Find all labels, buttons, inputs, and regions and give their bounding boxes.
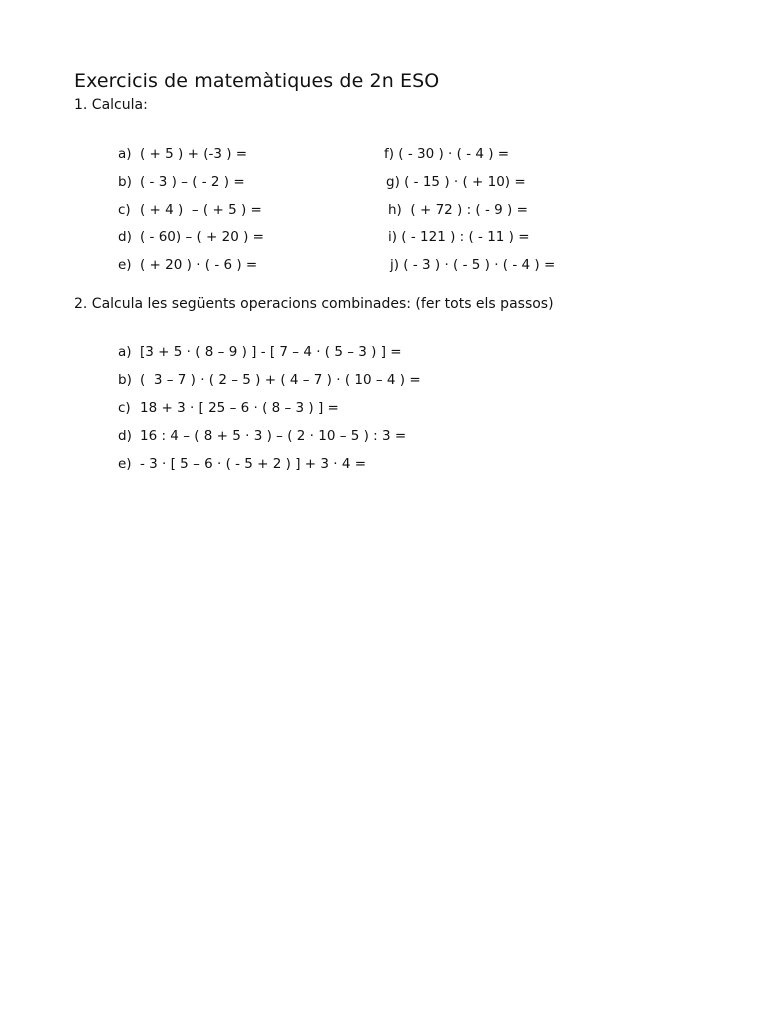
- exercise-2a: [118, 344, 402, 360]
- exercise-2b: [118, 372, 421, 388]
- exercise-2d: [118, 428, 406, 444]
- exercise-letter: d): [118, 428, 132, 444]
- exercise-1j: j) ( - 3 ) · ( - 5 ) · ( - 4 ) =: [390, 257, 556, 273]
- exercise-1i: i) ( - 121 ) : ( - 11 ) =: [388, 229, 530, 245]
- exercise-expression: - 3 · [ 5 – 6 · ( - 5 + 2 ) ] + 3 · 4 =: [140, 456, 367, 472]
- exercise-1f: f) ( - 30 ) · ( - 4 ) =: [384, 146, 510, 162]
- exercise-1h: h) ( + 72 ) : ( - 9 ) =: [388, 202, 528, 218]
- section-2-heading: 2. Calcula les següents operacions combinades: (fer tots els passos): [74, 296, 554, 312]
- exercise-expression: 16 : 4 – ( 8 + 5 · 3 ) – ( 2 · 10 – 5 ) : 3 =: [140, 428, 407, 444]
- exercise-1g: g) ( - 15 ) · ( + 10) =: [386, 174, 526, 190]
- exercise-1b: [118, 174, 245, 190]
- exercise-1d: [118, 229, 264, 245]
- exercise-1a: [118, 146, 247, 162]
- page-title: Exercicis de matemàtiques de 2n ESO: [74, 70, 440, 92]
- exercise-expression: 18 + 3 · [ 25 – 6 · ( 8 – 3 ) ] =: [140, 400, 339, 416]
- exercise-letter: a): [118, 344, 132, 360]
- exercise-expression: ( - 3 ) – ( - 2 ) =: [140, 174, 245, 190]
- section-1-heading: 1. Calcula:: [74, 97, 148, 113]
- exercise-letter: e): [118, 257, 132, 273]
- exercise-expression: ( - 60) – ( + 20 ) =: [140, 229, 264, 245]
- exercise-expression: ( + 5 ) + (-3 ) =: [140, 146, 248, 162]
- exercise-letter: e): [118, 456, 132, 472]
- exercise-expression: ( + 4 ) – ( + 5 ) =: [140, 202, 262, 218]
- exercise-letter: b): [118, 372, 132, 388]
- exercise-letter: c): [118, 400, 131, 416]
- exercise-letter: c): [118, 202, 131, 218]
- exercise-2e: [118, 456, 366, 472]
- exercise-1e: [118, 257, 257, 273]
- exercise-expression: [3 + 5 · ( 8 – 9 ) ] - [ 7 – 4 · ( 5 – 3 ) ] =: [140, 344, 402, 360]
- exercise-2c: [118, 400, 339, 416]
- exercise-letter: d): [118, 229, 132, 245]
- exercise-1c: [118, 202, 262, 218]
- exercise-letter: b): [118, 174, 132, 190]
- exercise-letter: a): [118, 146, 132, 162]
- exercise-expression: ( + 20 ) · ( - 6 ) =: [140, 257, 258, 273]
- exercise-expression: ( 3 – 7 ) · ( 2 – 5 ) + ( 4 – 7 ) · ( 10 – 4 ) =: [140, 372, 421, 388]
